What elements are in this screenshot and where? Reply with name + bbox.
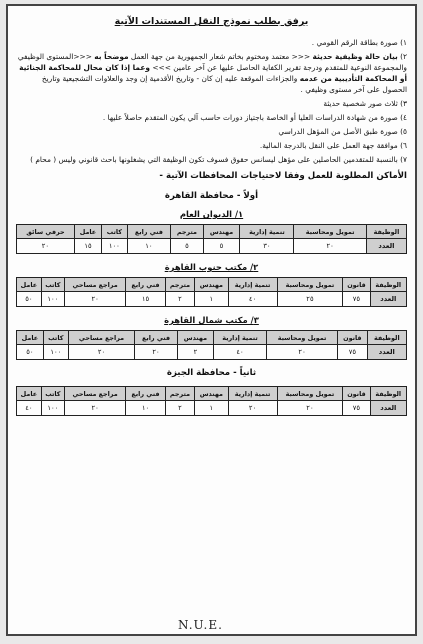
header-cell: فني رابع: [126, 387, 166, 401]
header-cell: تمويل ومحاسبة: [267, 331, 338, 345]
header-cell: فني رابع: [127, 225, 171, 239]
row-label: العدد: [367, 345, 406, 360]
item-number: ٧): [400, 155, 407, 164]
value-cell: ٢٠: [294, 239, 366, 254]
header-cell: مترجم: [165, 387, 194, 401]
value-cell: ١٠٠: [43, 345, 68, 360]
value-cell: ٢٥: [277, 292, 343, 307]
header-cell: مهندس: [195, 278, 228, 292]
table-header-row: [17, 278, 407, 292]
item-number: ٣): [400, 99, 407, 108]
header-cell: عامل: [17, 278, 42, 292]
table-2: [16, 277, 407, 307]
header-cell: كاتب: [43, 331, 68, 345]
item-text: <<<المستوى الوظيفي والمجموعة النوعية للمتقدم ودرجة تقرير الكفاية الحاصل عليها عن آخر عامين >>>: [17, 52, 407, 72]
item-text: ثلاث صور شخصية حديثة: [323, 99, 398, 108]
value-cell: ٧٥: [343, 401, 370, 416]
header-cell: تنمية إدارية: [240, 225, 294, 239]
requirement-item: [16, 51, 407, 95]
header-cell: قانون: [343, 278, 370, 292]
table-3: [16, 330, 407, 360]
places-title: الأماكن المطلوبة للعمل وفقا لاحتياجات المحافظات الآتية -: [159, 171, 407, 181]
watermark: N.U.E.: [178, 618, 223, 632]
header-cell: الوظيفة: [370, 278, 406, 292]
value-cell: ٤٠: [214, 345, 267, 360]
header-cell: فني رابع: [126, 278, 166, 292]
table-row: [17, 345, 407, 360]
row-label: العدد: [370, 292, 406, 307]
table-4: [16, 386, 407, 416]
value-cell: ٢٠: [64, 401, 125, 416]
header-cell: كاتب: [41, 278, 64, 292]
row-label: العدد: [370, 401, 406, 416]
value-cell: ٢: [177, 345, 213, 360]
table-title-2: ٢/ مكتب جنوب القاهرة: [164, 262, 259, 272]
requirement-item: [16, 112, 407, 123]
table-row: [17, 401, 407, 416]
value-cell: ٣٠: [240, 239, 294, 254]
value-cell: ٢٠: [277, 401, 343, 416]
header-cell: الوظيفة: [366, 225, 406, 239]
value-cell: ١٠٠: [102, 239, 128, 254]
value-cell: ٧٥: [343, 292, 370, 307]
value-cell: ١: [195, 292, 228, 307]
table-row: [17, 239, 407, 254]
header-cell: تنمية إدارية: [228, 278, 277, 292]
item-text: موضحاً به: [94, 52, 129, 61]
header-cell: عامل: [17, 331, 44, 345]
value-cell: ١٠: [126, 401, 166, 416]
value-cell: ١٠: [127, 239, 171, 254]
header-cell: كاتب: [41, 387, 64, 401]
header-cell: تنمية إدارية: [228, 387, 277, 401]
header-cell: مهندس: [203, 225, 240, 239]
value-cell: ٢٠: [267, 345, 338, 360]
value-cell: ٢: [165, 292, 194, 307]
header-cell: مراجع مساحي: [64, 387, 125, 401]
header-cell: مهندس: [195, 387, 228, 401]
value-cell: ٥: [203, 239, 240, 254]
header-cell: مترجم: [171, 225, 203, 239]
header-cell: تمويل ومحاسبة: [294, 225, 366, 239]
value-cell: ٢٠: [64, 292, 125, 307]
item-text: بيان حالة وظيفية حديثة: [312, 52, 398, 61]
header-cell: عامل: [17, 387, 42, 401]
item-number: ١): [400, 38, 407, 47]
item-number: ٤): [400, 113, 407, 122]
value-cell: ١٠٠: [41, 292, 64, 307]
value-cell: ١: [195, 401, 228, 416]
requirement-item: [16, 37, 407, 48]
value-cell: ٥: [171, 239, 203, 254]
item-text: وعما إذا كان محال للمحاكمة الجنائية أو المحاكمة التأديبية من عدمه: [19, 63, 407, 83]
header-cell: مراجع مساحي: [64, 278, 125, 292]
gov1-title: أولاً - محافظة القاهرة: [164, 191, 259, 201]
requirements-list: [16, 37, 407, 165]
requirement-item: [16, 140, 407, 151]
value-cell: ٢٠: [68, 345, 134, 360]
table-title-1: ١/ الديوان العام: [179, 209, 244, 219]
value-cell: ٤٠: [17, 401, 42, 416]
requirement-item: [16, 154, 407, 165]
header-cell: مهندس: [177, 331, 213, 345]
requirement-item: [16, 98, 407, 109]
value-cell: ٥٠: [17, 292, 42, 307]
table-row: [17, 292, 407, 307]
table-title-3: ٣/ مكتب شمال القاهرة: [164, 315, 259, 325]
header-cell: الوظيفة: [367, 331, 406, 345]
value-cell: ١٥: [126, 292, 166, 307]
item-text: بالنسبة للمتقدمين الحاصلين على مؤهل ليسانس حقوق فسوف تكون الوظيفة التي يشغلونها باحث قانوني وليس ( محام ): [30, 155, 398, 164]
item-text: صورة طبق الأصل من المؤهل الدراسي: [278, 127, 398, 136]
header-cell: مترجم: [165, 278, 194, 292]
item-number: ٦): [400, 141, 407, 150]
requirement-item: [16, 126, 407, 137]
header-cell: مراجع مساحي: [68, 331, 134, 345]
document-page: [6, 4, 417, 636]
header-cell: قانون: [343, 387, 370, 401]
value-cell: ٧٥: [338, 345, 367, 360]
value-cell: ١٥: [74, 239, 101, 254]
header-cell: قانون: [338, 331, 367, 345]
value-cell: ١٠٠: [41, 401, 64, 416]
header-cell: تمويل ومحاسبة: [277, 387, 343, 401]
item-text: موافقة جهة العمل على النقل بالدرجة المالية.: [259, 141, 398, 150]
value-cell: ٢٠: [135, 345, 178, 360]
header-cell: فني رابع: [135, 331, 178, 345]
table-header-row: [17, 387, 407, 401]
value-cell: ٢٠: [17, 239, 75, 254]
row-label: العدد: [366, 239, 406, 254]
item-number: ٢): [400, 52, 407, 61]
table-header-row: [17, 225, 407, 239]
header-cell: الوظيفة: [370, 387, 406, 401]
header-cell: كاتب: [102, 225, 128, 239]
document-title: يرفق بطلب نموذج النقل المستندات الآتية: [114, 16, 309, 27]
item-text: <<< معتمد ومختوم بخاتم شعار الجمهورية من جهة العمل: [128, 52, 313, 61]
item-text: صورة من شهادة الدراسات العليا أو الخاصة باجتياز دورات حاسب آلي يكون المتقدم حاصلاً عليها .: [102, 113, 398, 122]
header-cell: حرفي سائق: [17, 225, 75, 239]
header-cell: تمويل ومحاسبة: [277, 278, 343, 292]
table-header-row: [17, 331, 407, 345]
item-text: صورة بطاقة الرقم القومي .: [311, 38, 398, 47]
item-text: والجزاءات الموقعة عليه إن كان - وتاريخ الأقدمية إن وجد والعلاوات التشجيعية وتاريخ الحصول على آخر مستوى وظيفي .: [41, 74, 407, 94]
value-cell: ٢٠: [228, 401, 277, 416]
value-cell: ٢: [165, 401, 194, 416]
value-cell: ٥٠: [17, 345, 44, 360]
table-1: [16, 224, 407, 254]
item-number: ٥): [400, 127, 407, 136]
header-cell: عامل: [74, 225, 101, 239]
header-cell: تنمية إدارية: [214, 331, 267, 345]
gov2-title: ثانياً - محافظة الجيزة: [166, 368, 257, 378]
value-cell: ٤٠: [228, 292, 277, 307]
